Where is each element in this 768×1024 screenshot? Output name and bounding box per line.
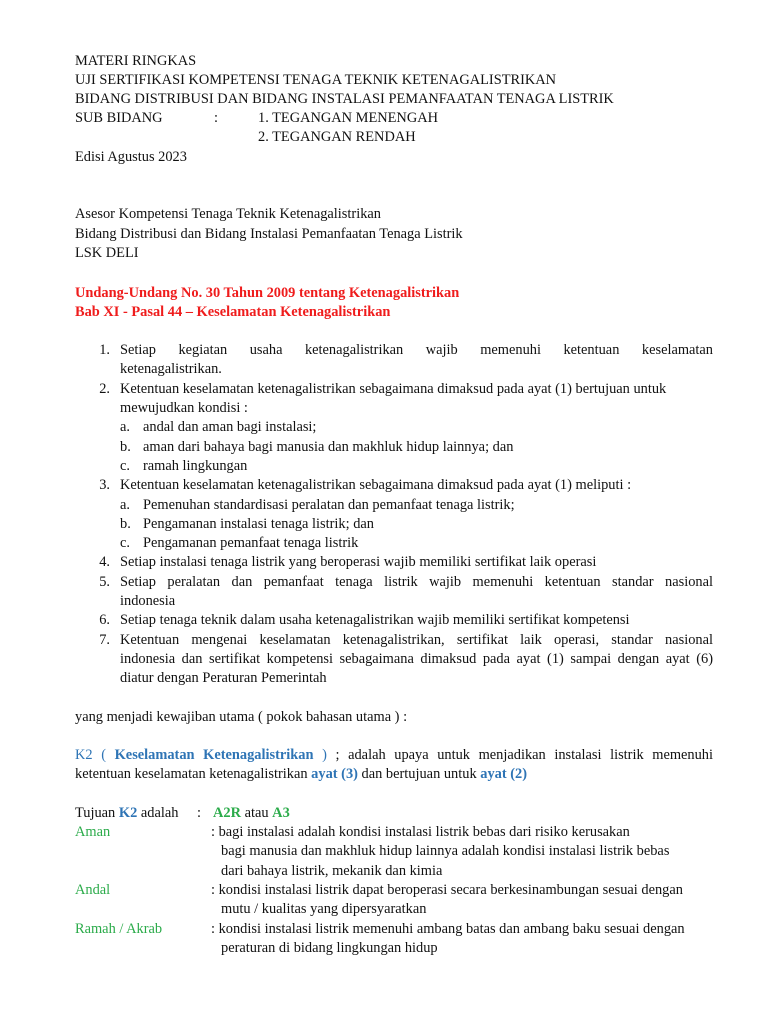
goal-colon: :	[197, 805, 201, 821]
k2-ayat-3: ayat (3)	[311, 766, 358, 782]
article-7-number: 7.	[99, 632, 110, 648]
k2-continuation: ketentuan keselamatan ketenagalistrikan	[75, 766, 308, 782]
article-1-number: 1.	[99, 342, 110, 358]
definition-ramah-term: Ramah / Akrab	[75, 921, 163, 937]
article-6-number: 6.	[99, 612, 110, 628]
intro-text: yang menjadi kewajiban utama ( pokok bahasan utama ) :	[75, 709, 408, 725]
article-2a-text: andal dan aman bagi instalasi;	[143, 419, 317, 435]
article-4-line-1: Setiap instalasi tenaga listrik yang beroperasi wajib memiliki sertifikat laik operasi	[120, 554, 597, 570]
sub-bidang-label: SUB BIDANG	[75, 110, 163, 126]
k2-ayat-2: ayat (2)	[480, 766, 528, 782]
definition-andal-term: Andal	[75, 882, 111, 898]
goal-options	[213, 804, 290, 823]
definition-ramah-line-1: : kondisi instalasi listrik memenuhi ambang batas dan ambang baku sesuai dengan	[211, 921, 685, 937]
definition-ramah-line-2: peraturan di bidang lingkungan hidup	[221, 940, 438, 956]
article-6-line-1: Setiap tenaga teknik dalam usaha ketenagalistrikan wajib memiliki sertifikat kompetensi	[120, 612, 630, 628]
definition-aman-line-2: bagi manusia dan makhluk hidup lainnya adalah kondisi instalasi listrik bebas	[221, 843, 670, 859]
header-line-2: UJI SERTIFIKASI KOMPETENSI TENAGA TEKNIK KETENAGALISTRIKAN	[75, 72, 557, 88]
article-2b-text: aman dari bahaya bagi manusia dan makhluk hidup lainnya; dan	[143, 439, 514, 455]
goal-lead: Tujuan	[75, 805, 116, 821]
article-3c-text: Pengamanan pemanfaat tenaga listrik	[143, 535, 359, 551]
article-2-line-1: Ketentuan keselamatan ketenagalistrikan sebagaimana dimaksud pada ayat (1) bertujuan untuk	[120, 381, 667, 397]
edition: Edisi Agustus 2023	[75, 149, 187, 165]
goal-k2: K2	[118, 805, 138, 821]
article-2c-text: ramah lingkungan	[143, 458, 248, 474]
goal-adalah: adalah	[140, 805, 179, 821]
header-line-1: MATERI RINGKAS	[75, 53, 197, 69]
article-4-number: 4.	[99, 554, 110, 570]
definition-aman-term: Aman	[75, 824, 111, 840]
article-2c-marker: c.	[120, 458, 130, 474]
article-3-line-1: Ketentuan keselamatan ketenagalistrikan sebagaimana dimaksud pada ayat (1) meliputi :	[120, 477, 632, 493]
law-subtitle: Bab XI - Pasal 44 – Keselamatan Ketenagalistrikan	[75, 304, 391, 320]
k2-term: Keselamatan Ketenagalistrikan	[114, 747, 314, 763]
goal-atau: atau	[244, 805, 269, 821]
k2-open-paren: (	[101, 747, 106, 763]
author-line-1: Asesor Kompetensi Tenaga Teknik Ketenagalistrikan	[75, 206, 381, 222]
article-1-line-1: Setiap kegiatan usaha ketenagalistrikan wajib memenuhi ketentuan keselamatan	[120, 342, 713, 358]
article-5-line-1: Setiap peralatan dan pemanfaat tenaga listrik wajib memenuhi ketentuan standar nasional	[120, 574, 713, 590]
definition-aman-line-3: dari bahaya listrik, mekanik dan kimia	[221, 863, 443, 879]
article-3b-text: Pengamanan instalasi tenaga listrik; dan	[143, 516, 374, 532]
article-3a-marker: a.	[120, 497, 130, 513]
article-1-line-2: ketenagalistrikan.	[120, 361, 222, 377]
article-3c-marker: c.	[120, 535, 130, 551]
definition-andal-line-2: mutu / kualitas yang dipersyaratkan	[221, 901, 427, 917]
sub-bidang-item-2: 2. TEGANGAN RENDAH	[258, 129, 416, 145]
article-3b-marker: b.	[120, 516, 131, 532]
sub-bidang-colon: :	[214, 110, 218, 126]
article-7-line-1: Ketentuan mengenai keselamatan ketenagalistrikan, sertifikat laik operasi, standar nasional	[120, 632, 713, 648]
k2-line-2	[75, 765, 527, 784]
header-line-3: BIDANG DISTRIBUSI DAN BIDANG INSTALASI PEMANFAATAN TENAGA LISTRIK	[75, 91, 614, 107]
article-7-line-3: diatur dengan Peraturan Pemerintah	[120, 670, 327, 686]
goal-line	[75, 804, 178, 823]
article-2a-marker: a.	[120, 419, 130, 435]
k2-line-1	[75, 746, 713, 765]
author-line-3: LSK DELI	[75, 245, 139, 261]
definition-aman-line-1: : bagi instalasi adalah kondisi instalasi listrik bebas dari risiko kerusakan	[211, 824, 630, 840]
article-2b-marker: b.	[120, 439, 131, 455]
article-7-line-2: indonesia dan sertifikat kompetensi sebagaimana dimaksud pada ayat (1) sampai dengan ayat (6)	[120, 651, 713, 667]
article-3a-text: Pemenuhan standardisasi peralatan dan pemanfaat tenaga listrik;	[143, 497, 515, 513]
author-line-2: Bidang Distribusi dan Bidang Instalasi Pemanfaatan Tenaga Listrik	[75, 226, 463, 242]
article-5-line-2: indonesia	[120, 593, 176, 609]
definition-andal-line-1: : kondisi instalasi listrik dapat beroperasi secara berkesinambungan sesuai dengan	[211, 882, 683, 898]
goal-a3: A3	[272, 805, 290, 821]
k2-close-paren: )	[322, 747, 327, 763]
k2-definition: ; adalah upaya untuk menjadikan instalasi listrik memenuhi	[335, 747, 714, 763]
sub-bidang-item-1: 1. TEGANGAN MENENGAH	[258, 110, 439, 126]
article-5-number: 5.	[99, 574, 110, 590]
law-title: Undang-Undang No. 30 Tahun 2009 tentang Ketenagalistrikan	[75, 285, 460, 301]
k2-connector: dan bertujuan untuk	[361, 766, 477, 782]
goal-a2r: A2R	[213, 805, 241, 821]
k2-abbrev: K2	[75, 747, 93, 763]
article-2-number: 2.	[99, 381, 110, 397]
article-2-line-2: mewujudkan kondisi :	[120, 400, 248, 416]
article-3-number: 3.	[99, 477, 110, 493]
